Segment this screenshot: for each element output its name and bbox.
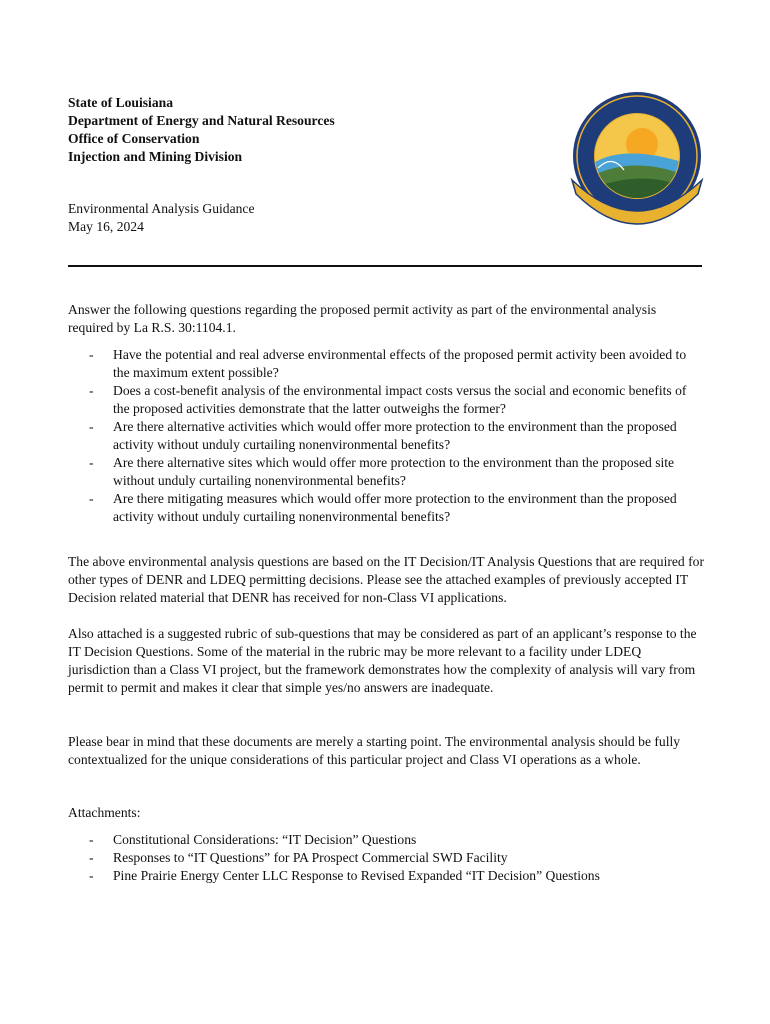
list-dash: - — [89, 868, 94, 883]
document-date: May 16, 2024 — [68, 219, 144, 234]
header-department: Department of Energy and Natural Resources — [68, 113, 335, 128]
list-dash: - — [89, 383, 94, 398]
question-text: Have the potential and real adverse environmental effects of the proposed permit activity been avoided to the maximum extent possible? — [113, 347, 687, 380]
paragraph-starting-point: Please bear in mind that these documents are merely a starting point. The environmental analysis should be fully contextualized for the unique considerations of this particular project and Class VI operations as a whole. — [68, 734, 681, 767]
list-item — [68, 382, 704, 418]
list-dash: - — [89, 419, 94, 434]
question-text: Are there mitigating measures which would offer more protection to the environment than the proposed activity without unduly curtailing nonenvironmental benefits? — [113, 491, 677, 524]
question-text: Are there alternative activities which would offer more protection to the environment than the proposed activity without unduly curtailing nonenvironmental benefits? — [113, 419, 677, 452]
header-divider — [68, 265, 702, 267]
attachment-text: Constitutional Considerations: “IT Decision” Questions — [113, 832, 417, 847]
list-item — [68, 867, 704, 885]
header-office: Office of Conservation — [68, 131, 200, 146]
question-text: Are there alternative sites which would offer more protection to the environment than the proposed site without unduly curtailing nonenvironmental benefits? — [113, 455, 675, 488]
paragraph-it-decision: The above environmental analysis questions are based on the IT Decision/IT Analysis Questions that are required for other types of DENR and LDEQ permitting decisions. Please see the attached examples of previously accepted IT Decision related material that DENR has received for non-Class VI applications. — [68, 554, 704, 605]
list-item — [68, 849, 704, 867]
office-of-conservation-seal-icon — [562, 84, 712, 234]
attachments-label: Attachments: — [68, 805, 141, 820]
paragraph-rubric: Also attached is a suggested rubric of sub-questions that may be considered as part of an applicant’s response to the IT Decision Questions. Some of the material in the rubric may be more relevant to a facility under LDEQ jurisdiction than a Class VI project, but the framework demonstrates how the complexity of analysis will vary from permit to permit and makes it clear that simple yes/no answers are inadequate. — [68, 626, 697, 695]
list-dash: - — [89, 455, 94, 470]
header-state: State of Louisiana — [68, 95, 173, 110]
list-item — [68, 418, 704, 454]
intro-paragraph: Answer the following questions regarding the proposed permit activity as part of the environmental analysis required by La R.S. 30:1104.1. — [68, 302, 657, 335]
attachment-text: Responses to “IT Questions” for PA Prospect Commercial SWD Facility — [113, 850, 508, 865]
list-item — [68, 454, 704, 490]
list-item — [68, 490, 704, 526]
list-dash: - — [89, 347, 94, 362]
header-division: Injection and Mining Division — [68, 149, 243, 164]
document-title: Environmental Analysis Guidance — [68, 201, 255, 216]
list-dash: - — [89, 850, 94, 865]
attachment-text: Pine Prairie Energy Center LLC Response to Revised Expanded “IT Decision” Questions — [113, 868, 600, 883]
list-item — [68, 346, 704, 382]
attachments-list — [68, 831, 704, 885]
list-item — [68, 831, 704, 849]
questions-list — [68, 346, 704, 526]
letterhead — [68, 94, 488, 166]
document-meta — [68, 200, 488, 236]
list-dash: - — [89, 491, 94, 506]
question-text: Does a cost-benefit analysis of the environmental impact costs versus the social and economic benefits of the proposed activities demonstrate that the latter outweighs the former? — [113, 383, 687, 416]
list-dash: - — [89, 832, 94, 847]
